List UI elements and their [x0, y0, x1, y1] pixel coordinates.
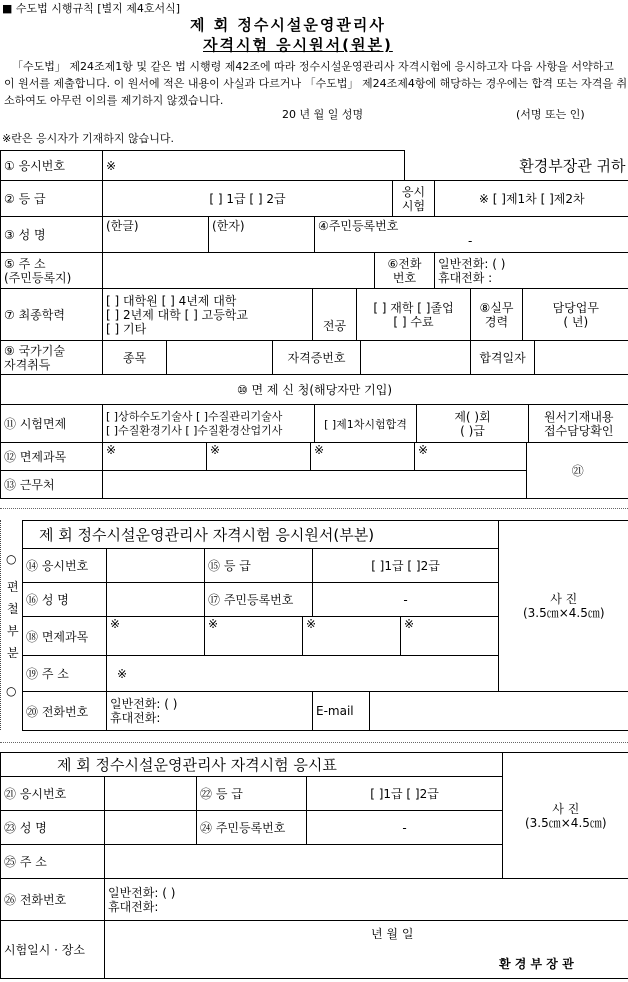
copy-form [22, 520, 628, 731]
main-row5 [0, 252, 628, 289]
r12-subject[interactable]: ※ [415, 443, 527, 471]
r18-subjects [107, 617, 499, 656]
r9-pass-value[interactable] [535, 341, 628, 375]
r27-date: 년 월 일 [371, 927, 414, 941]
main-row10 [0, 374, 628, 405]
form-title-line1: 제 회 정수시설운영관리사 [190, 16, 386, 34]
r5-phone-values[interactable]: 일반전화: ( ) 휴대전화 : [435, 253, 628, 289]
r19-label: ⑲ 주 소 [23, 656, 107, 692]
r11-options[interactable]: [ ]상하수도기술사 [ ]수질관리기술사 [ ]수질환경기사 [ ]수질환경산업기사 [103, 405, 315, 443]
pledge-line: 「수도법」 제24조제1항 및 같은 법 시행령 제42조에 따라 정수시설운영관리사 자격시험에 응시하고자 다음 사항을 서약하고 [12, 60, 614, 73]
r9-type-label: 종목 [103, 341, 167, 375]
r21-label: ㉑ 응시번호 [1, 777, 105, 811]
r17-label: ⑰ 주민등록번호 [205, 583, 313, 617]
r9-pass-label: 합격일자 [471, 341, 535, 375]
r19-address[interactable]: ※ [107, 656, 499, 692]
ticket-photo[interactable]: 사 진 (3.5㎝×4.5㎝) [503, 753, 628, 879]
main-row11 [0, 404, 628, 443]
r13-workplace[interactable] [103, 471, 527, 499]
r13-label: ⑬ 근무처 [1, 471, 103, 499]
r20-email-value[interactable] [370, 692, 628, 730]
r11-first[interactable]: [ ]제1차시험합격 [315, 405, 417, 443]
r11-confirm: 원서기재내용 접수담당확인 [529, 405, 628, 443]
r7-career-label: ⑧실무 경력 [471, 289, 523, 341]
copy-photo[interactable]: 사 진 (3.5㎝×4.5㎝) [499, 521, 628, 692]
recipient: 환경부장관 귀하 [405, 151, 628, 181]
r2-label: ② 등 급 [1, 181, 103, 217]
r11-label: ⑪ 시험면제 [1, 405, 103, 443]
r9-type-value[interactable] [167, 341, 273, 375]
r20-label: ⑳ 전화번호 [23, 692, 107, 731]
r26-label: ㉖ 전화번호 [1, 879, 105, 921]
pledge-line: 이 원서를 제출합니다. 이 원서에 적은 내용이 사실과 다르거나 「수도법」 제24조제4항에 해당하는 경우에는 합격 또는 자격을 취 [4, 77, 628, 90]
r7-duty[interactable]: 담당업무 ( 년) [523, 289, 628, 341]
r3-rrn-dash: - [468, 234, 473, 248]
form-title-line2: 자격시험 응시원서(원본) [203, 36, 393, 54]
r22-options[interactable]: [ ]1급 [ ]2급 [307, 777, 503, 811]
r25-label: ㉕ 주 소 [1, 845, 105, 879]
copy-title: 제 회 정수시설운영관리사 자격시험 응시원서(부본) [23, 521, 499, 549]
r3-korean[interactable]: (한글) [103, 217, 209, 253]
r16-label: ⑯ 성 명 [23, 583, 107, 617]
r11-round[interactable]: 제( )회 ( )급 [417, 405, 529, 443]
r17-dash[interactable]: - [313, 583, 499, 617]
r21-value[interactable] [105, 777, 197, 811]
r12-subject[interactable]: ※ [311, 443, 415, 471]
r18-subject[interactable]: ※ [404, 617, 415, 631]
side-dotted-line [0, 520, 1, 730]
r9-label: ⑨ 국가기술 자격취득 [1, 341, 103, 375]
r7-label: ⑦ 최종학력 [1, 289, 103, 341]
pledge-line: 소하여도 아무런 이의를 제기하지 않겠습니다. [4, 94, 224, 107]
r23-label: ㉓ 성 명 [1, 811, 105, 845]
r24-dash[interactable]: - [307, 811, 503, 845]
r3-rrn-label: ④주민등록번호 [318, 219, 399, 233]
r18-subject[interactable]: ※ [205, 617, 303, 655]
main-row9 [0, 340, 628, 375]
main-row2 [0, 180, 628, 217]
r7-edu-options[interactable]: [ ] 대학원 [ ] 4년제 대학 [ ] 2년제 대학 [ ] 고등학교 [ ] 기타 [103, 289, 313, 341]
r18-label: ⑱ 면제과목 [23, 617, 107, 656]
r26-phones[interactable]: 일반전화: ( ) 휴대전화: [105, 879, 628, 921]
form-code: ■ 수도법 시행규칙 [별지 제4호서식] [2, 2, 181, 15]
r5-label: ⑤ 주 소 (주민등록지) [1, 253, 103, 289]
r1-label: ① 응시번호 [1, 151, 103, 181]
applicant-note: ※란은 응시자가 기재하지 않습니다. [2, 132, 174, 145]
main-row12 [0, 442, 628, 499]
r14-label: ⑭ 응시번호 [23, 549, 107, 583]
r18-subject[interactable]: ※ [303, 617, 401, 655]
r12-subject[interactable]: ※ [207, 443, 311, 471]
r9-cert-label: 자격증번호 [273, 341, 361, 375]
r27-sign: 환 경 부 장 관 [499, 957, 574, 971]
r16-value[interactable] [107, 583, 205, 617]
r25-address[interactable] [105, 845, 503, 879]
r2-grade-options[interactable]: [ ] 1급 [ ] 2급 [103, 181, 393, 217]
r23-value[interactable] [105, 811, 197, 845]
r5-phone-label: ⑥전화 번호 [375, 253, 435, 289]
main-form [0, 150, 628, 181]
ticket-form [0, 752, 628, 979]
r2-exam-label: 응시 시험 [393, 181, 435, 217]
r9-cert-value[interactable] [361, 341, 471, 375]
side-label: 편 철 부 분 [7, 580, 19, 660]
sign-line: 20 년 월 일 성명 [282, 108, 364, 121]
r20-email-cell [313, 692, 628, 731]
main-row7 [0, 288, 628, 341]
side-circle-bottom: ○ [6, 684, 17, 698]
r10-label: ⑩ 면 제 신 청(해당자만 기입) [1, 375, 628, 405]
side-circle-top: ○ [6, 552, 17, 566]
r15-label: ⑮ 등 급 [205, 549, 313, 583]
r27-content[interactable] [105, 921, 628, 979]
pledge-text [4, 58, 627, 109]
sign-note: (서명 또는 인) [516, 108, 585, 121]
r1-mark: ※ [103, 151, 405, 181]
r3-rrn[interactable] [315, 217, 628, 253]
r24-label: ㉔ 주민등록번호 [197, 811, 307, 845]
r20-phones[interactable]: 일반전화: ( ) 휴대전화: [107, 692, 313, 731]
r7-major: 전공 [313, 289, 357, 341]
r14-value[interactable] [107, 549, 205, 583]
r3-label: ③ 성 명 [1, 217, 103, 253]
r2-exam-options[interactable]: ※ [ ]제1차 [ ]제2차 [435, 181, 628, 217]
r15-options[interactable]: [ ]1급 [ ]2급 [313, 549, 499, 583]
r12-subject[interactable]: ※ [103, 443, 207, 471]
r20-email-label: E-mail [313, 692, 370, 730]
r27-label: 시험일시 · 장소 [1, 921, 105, 979]
r3-hanja[interactable]: (한자) [209, 217, 315, 253]
r22-label: ㉒ 등 급 [197, 777, 307, 811]
r12-label: ⑫ 면제과목 [1, 443, 103, 471]
r5-address[interactable] [103, 253, 375, 289]
main-row3 [0, 216, 628, 253]
cut-line [0, 508, 628, 509]
cut-line [0, 742, 628, 743]
r12-seal: ㉑ [527, 443, 628, 499]
r18-subject[interactable]: ※ [107, 617, 205, 655]
ticket-title: 제 회 정수시설운영관리사 자격시험 응시표 [1, 753, 503, 777]
r7-status[interactable]: [ ] 재학 [ ]졸업 [ ] 수료 [357, 289, 471, 341]
